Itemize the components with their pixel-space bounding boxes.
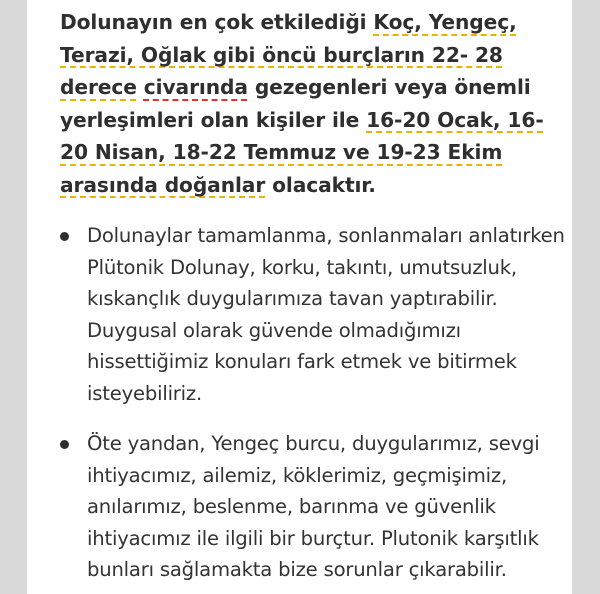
list-item — [60, 428, 565, 586]
highlighted-signs: Koç, Yengeç, Terazi, Oğlak gibi öncü burçların 22- 28 derece — [60, 10, 517, 99]
intro-paragraph — [60, 6, 565, 201]
bullet-list — [60, 220, 565, 594]
highlighted-word: civarında — [143, 75, 248, 99]
bullet-dot-icon — [60, 232, 69, 241]
list-item — [60, 220, 565, 409]
article-page — [27, 0, 572, 594]
intro-text — [137, 75, 144, 99]
bullet-dot-icon — [60, 440, 69, 449]
intro-text: olacaktır. — [265, 172, 376, 197]
intro-text: Dolunayın en çok etkilediği — [60, 10, 374, 34]
list-item-text: Dolunaylar tamamlanma, sonlanmaları anlatırken Plütonik Dolunay, korku, takıntı, umutsuzluk, kıskançlık duygularımıza tavan yaptırabilir. Duygusal olarak güvende olmadığımızı hissettiğimiz konuları fark etmek ve bitirmek isteyebiliriz. — [87, 224, 565, 405]
intro-text: gezegenleri veya önemli yerleşimleri olan kişiler ile — [60, 75, 531, 132]
list-item-text: Öte yandan, Yengeç burcu, duygularımız, sevgi ihtiyacımız, ailemiz, köklerimiz, geçmişimiz, anılarımız, beslenme, barınma ve güvenlik ihtiyacımız ile ilgili bir burçtur. Plutonik karşıtlık bunları sağlamakta bize sorunlar çıkarabilir. — [87, 432, 540, 581]
highlighted-dates: 16-20 Ocak, 16-20 Nisan, 18-22 Temmuz ve 19-23 Ekim arasında doğanlar — [60, 107, 544, 197]
